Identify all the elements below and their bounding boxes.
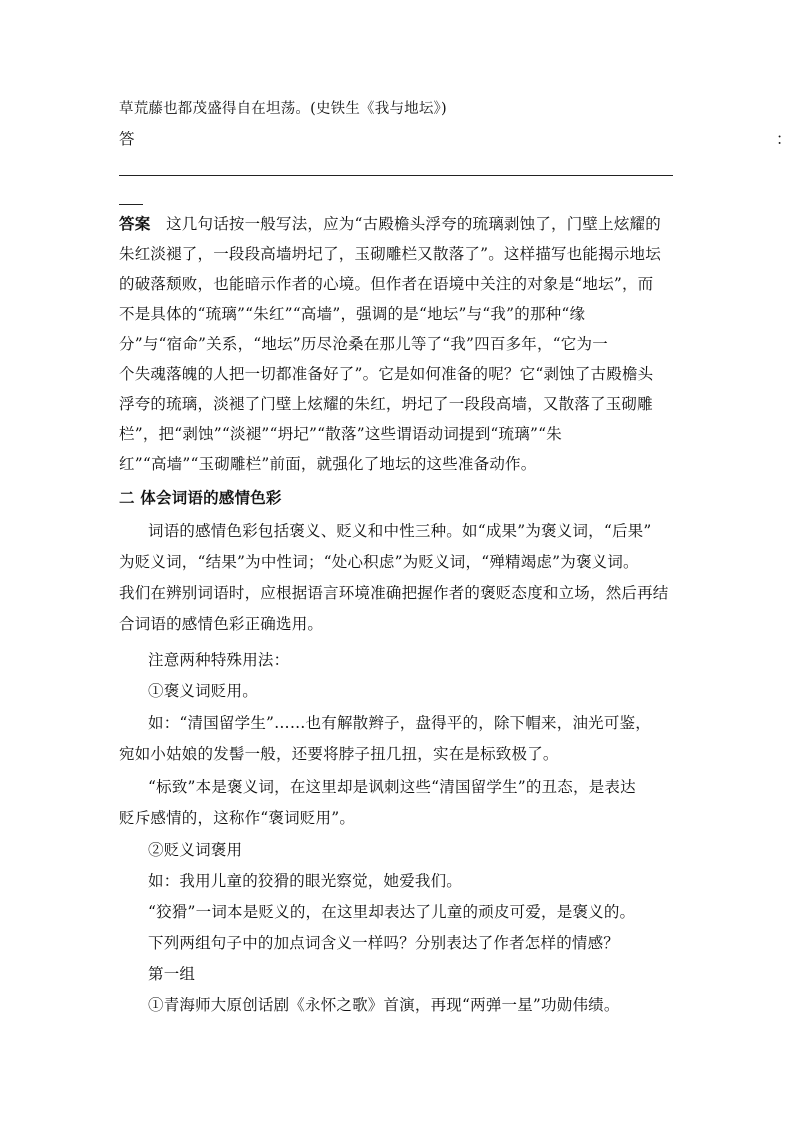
example-line: 如：我用儿童的狡猾的眼光察觉，她爱我们。: [148, 872, 463, 890]
answer-blank-line-end: [119, 204, 143, 205]
answer-paragraph-line: 的破落颓败，也能暗示作者的心境。但作者在语境中关注的对象是“地坛”，而: [119, 275, 654, 293]
example-line: 宛如小姑娘的发髻一般，还要将脖子扭几扭，实在是标致极了。: [119, 745, 559, 763]
body-paragraph-line: 合词语的感情色彩正确选用。: [119, 615, 324, 633]
answer-label: 答案: [119, 214, 151, 233]
answer-paragraph-line: 栏”，把“剥蚀”“淡褪”“坍圮”“散落”这些谓语动词提到“琉璃”“朱: [119, 425, 562, 443]
quote-ending-line: 草荒藤也都茂盛得自在坦荡。(史铁生《我与地坛》): [119, 101, 447, 117]
answer-paragraph-line: [119, 214, 679, 234]
group-heading: 第一组: [148, 965, 196, 983]
body-paragraph-line: 我们在辨别词语时，应根据语言环境准确把握作者的褒贬态度和立场，然后再结: [119, 584, 669, 602]
answer-paragraph-line: 浮夸的琉璃，淡褪了门壁上炫耀的朱红，坍圮了一段段高墙，又散落了玉砌雕: [119, 395, 653, 413]
answer-prompt-label: 答: [119, 130, 135, 148]
example-line: 如：“清国留学生”……也有解散辫子，盘得平的，除下帽来，油光可鉴，: [148, 714, 651, 732]
usage-item-2: ②贬义词褒用: [148, 841, 243, 859]
answer-paragraph-line: 个失魂落魄的人把一切都准备好了”。它是如何准备的呢？它“剥蚀了古殿檐头: [119, 365, 654, 383]
answer-text: 这几句话按一般写法，应为“古殿檐头浮夸的琉璃剥蚀了，门壁上炫耀的: [150, 215, 661, 233]
answer-paragraph-line: 红”“高墙”“玉砌雕栏”前面，就强化了地坛的这些准备动作。: [119, 455, 537, 473]
answer-prompt-line: [119, 129, 792, 149]
explanation-line: “狡猾”一词本是贬义的，在这里却表达了儿童的顽皮可爱，是褒义的。: [148, 903, 636, 921]
usage-item-1: ①褒义词贬用。: [148, 682, 258, 700]
answer-prompt-colon: ：: [776, 130, 792, 148]
body-paragraph-line: 词语的感情色彩包括褒义、贬义和中性三种。如“成果”为褒义词，“后果”: [148, 522, 652, 540]
section-heading: 二 体会词语的感情色彩: [119, 488, 282, 507]
explanation-line: 贬斥感情的，这称作“褒词贬用”。: [119, 809, 356, 827]
body-paragraph-line: 为贬义词，“结果”为中性词；“处心积虑”为贬义词，“殚精竭虑”为褒义词。: [119, 553, 639, 571]
question-line: 下列两组句子中的加点词含义一样吗？分别表达了作者怎样的情感？: [148, 934, 620, 952]
explanation-line: “标致”本是褒义词，在这里却是讽刺这些“清国留学生”的丑态，是表达: [148, 778, 636, 796]
note-line: 注意两种特殊用法：: [148, 651, 290, 669]
group-sentence-1: ①青海师大原创话剧《永怀之歌》首演，再现“两弹一星”功勋伟绩。: [148, 996, 620, 1014]
answer-paragraph-line: 朱红淡褪了，一段段高墙坍圮了，玉砌雕栏又散落了”。这样描写也能揭示地坛: [119, 245, 661, 263]
answer-paragraph-line: 不是具体的“琉璃”“朱红”“高墙”，强调的是“地坛”与“我”的那种“缘: [119, 305, 586, 323]
answer-paragraph-line: 分”与“宿命”关系，“地坛”历尽沧桑在那儿等了“我”四百多年，“它为一: [119, 335, 608, 353]
answer-blank-line: [119, 175, 673, 176]
